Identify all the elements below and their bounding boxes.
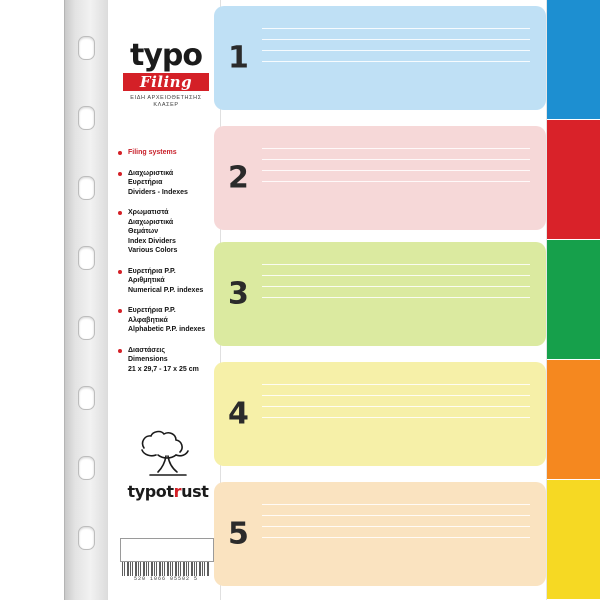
divider-tab [546,120,600,239]
feature-line: Alphabetic P.P. indexes [128,326,206,333]
rule-line [262,264,530,265]
divider-number: 1 [228,40,249,76]
typotrust-accent: r [173,482,182,501]
divider-number: 4 [228,396,249,432]
rule-line [262,50,530,51]
feature-list [118,148,218,385]
logo-filing-badge: Filing [123,73,209,91]
feature-line: Διαχωριστικά [128,218,174,226]
divider-tab [546,360,600,479]
rule-line [262,297,530,298]
divider-sheet [214,242,546,346]
divider-rule-lines [262,264,530,330]
rule-line [262,504,530,505]
logo-typo-text: typo [130,38,202,73]
punch-hole [78,526,95,550]
feature-line: 21 x 29,7 - 17 x 25 cm [128,365,199,373]
bullet-dot-icon [118,211,122,215]
page-right-edge [546,0,547,600]
divider-sheet [214,6,546,110]
punch-hole [78,36,95,60]
feature-line: Χρωματιστά [128,209,169,216]
typotrust-part2: ust [181,482,209,501]
feature-line: Various Colors [128,247,178,254]
bullet-dot-icon [118,151,122,155]
punch-hole [78,106,95,130]
rule-line [262,417,530,418]
code-box [120,538,214,562]
feature-line: Index Dividers [128,237,176,245]
bullet-dot-icon [118,172,122,176]
bullet-dot-icon [118,349,122,353]
typotrust-part1: typot [127,482,174,501]
divider-sheet [214,482,546,586]
rule-line [262,148,530,149]
feature-item [118,208,218,256]
brand-logo [118,38,214,109]
divider-tab [546,0,600,119]
feature-item [118,346,218,375]
feature-line: Dimensions [128,356,168,363]
rule-line [262,39,530,40]
rule-line [262,406,530,407]
bullet-dot-icon [118,309,122,313]
punch-hole [78,456,95,480]
feature-line: Αριθμητικά [128,277,165,284]
rule-line [262,537,530,538]
logo-subtitle [118,95,214,109]
divider-rule-lines [262,28,530,94]
feature-line: Θεμάτων [128,228,159,235]
logo-subtitle-line1: ΕΙΔΗ ΑΡΧΕΙΟΘΕΤΗΣΗΣ [130,94,202,101]
rule-line [262,384,530,385]
divider-rule-lines [262,384,530,450]
rule-line [262,275,530,276]
barcode-icon [122,562,210,576]
typotrust-wordmark [118,482,218,501]
feature-line: Dividers - Indexes [128,188,188,196]
divider-sheet [214,362,546,466]
rule-line [262,61,530,62]
divider-sheet [214,126,546,230]
divider-rule-lines [262,504,530,570]
feature-item [118,267,218,296]
rule-line [262,159,530,160]
punch-hole [78,176,95,200]
feature-line: Ευρετήρια P.P. [128,307,176,314]
feature-line: Numerical P.P. indexes [128,286,204,294]
feature-line: Ευρετήρια P.P. [128,267,176,275]
binder-strip [64,0,112,600]
rule-line [262,515,530,516]
rule-line [262,28,530,29]
logo-subtitle-line2: ΚΛΑΣΕΡ [153,101,179,108]
feature-line: Διαχωριστικά [128,169,174,177]
rule-line [262,526,530,527]
punch-hole [78,386,95,410]
feature-line: Ευρετήρια [128,179,163,186]
feature-item [118,306,218,335]
feature-item [118,169,218,198]
punch-hole [78,316,95,340]
feature-line: Αλφαβητικά [128,316,168,324]
feature-item [118,148,218,158]
rule-line [262,395,530,396]
rule-line [262,170,530,171]
divider-number: 2 [228,160,249,196]
divider-rule-lines [262,148,530,214]
barcode-digits: 520 1066 05502 5 [133,576,198,582]
bullet-dot-icon [118,270,122,274]
feature-line: Filing systems [128,149,177,156]
rule-line [262,181,530,182]
tree-logo-icon [128,428,208,482]
divider-tab [546,480,600,599]
divider-tab [546,240,600,359]
feature-line: Διαστάσεις [128,346,165,354]
punch-hole [78,246,95,270]
divider-number: 5 [228,516,249,552]
divider-number: 3 [228,276,249,312]
rule-line [262,286,530,287]
